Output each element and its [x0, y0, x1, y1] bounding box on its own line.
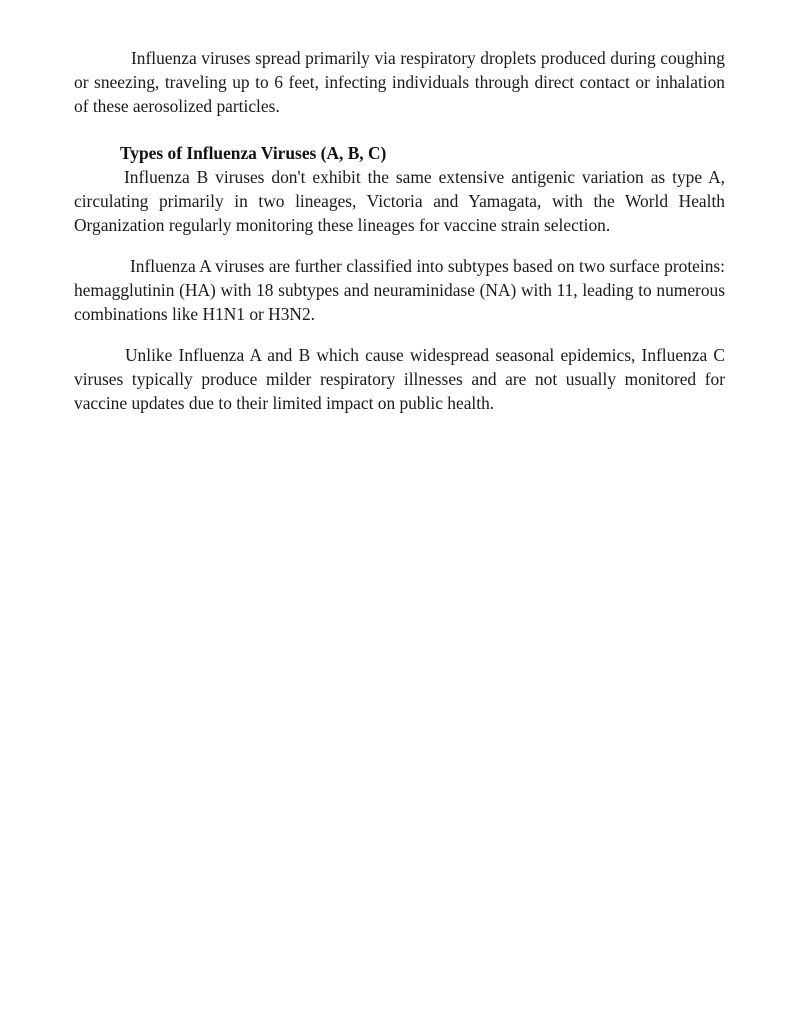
- paragraph-influenza-c: Unlike Influenza A and B which cause widespread seasonal epidemics, Influenza C viruses typically produce milder respiratory illnesses and are not usually monitored for vaccine updates due to their limited impact on public health.: [74, 345, 725, 413]
- section-heading-types: Types of Influenza Viruses (A, B, C): [120, 143, 387, 163]
- paragraph-influenza-a: Influenza A viruses are further classified into subtypes based on two surface proteins: hemagglutinin (HA) with 18 subtypes and neuraminidase (NA) with 11, leading to numerous combinations like H1N1 or H3N2.: [74, 256, 725, 324]
- paragraph-influenza-b: Influenza B viruses don't exhibit the same extensive antigenic variation as type A, circulating primarily in two lineages, Victoria and Yamagata, with the World Health Organization regularly monitoring these lineages for vaccine strain selection.: [74, 167, 725, 235]
- paragraph-transmission: Influenza viruses spread primarily via respiratory droplets produced during coughing or sneezing, traveling up to 6 feet, infecting individuals through direct contact or inhalation of these aerosolized particles.: [74, 48, 725, 116]
- document-body: [74, 46, 725, 415]
